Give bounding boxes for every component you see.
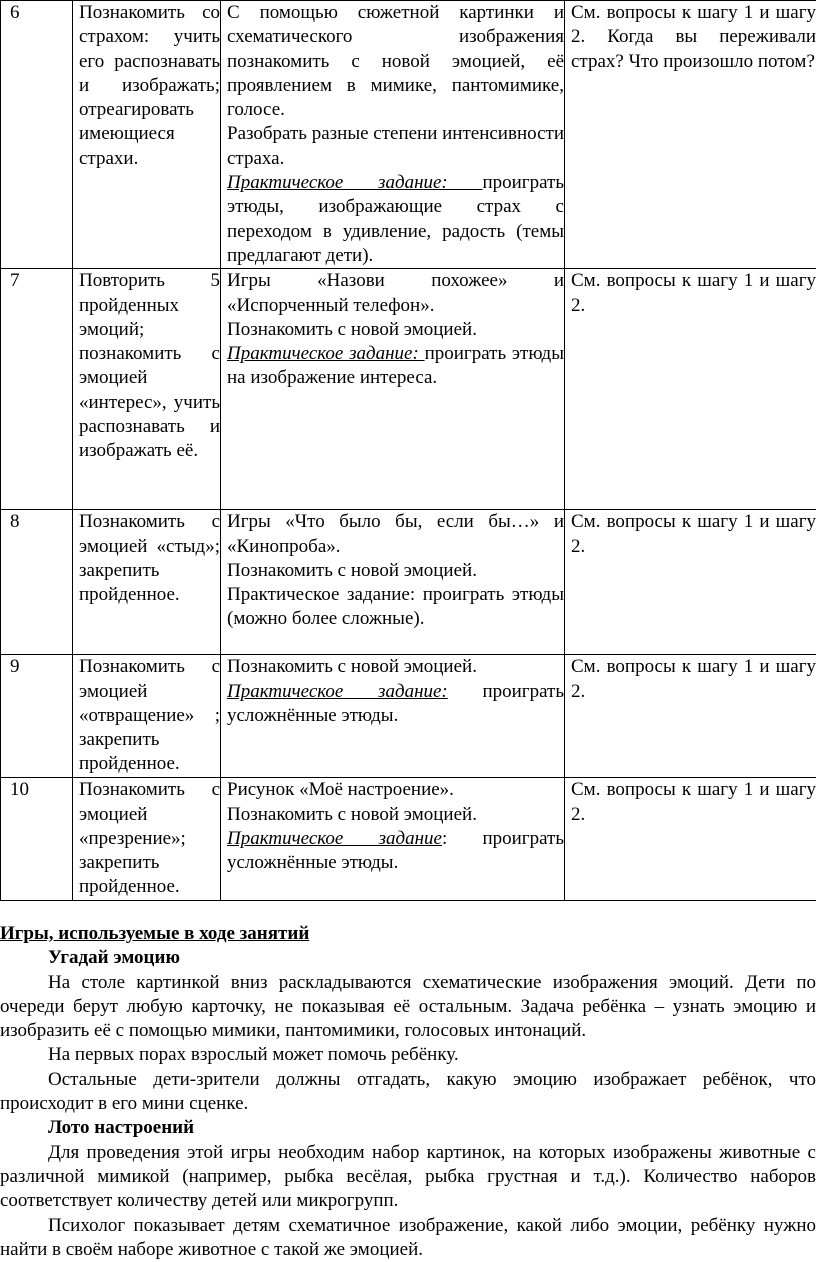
step-goal: Познакомить с эмоцией «отвращение» ; закрепить пройденное. [73,655,221,778]
step-questions: См. вопросы к шагу 1 и шагу 2. [565,269,816,510]
step-number: 9 [1,655,73,778]
content-line: Рисунок «Моё настроение». [227,778,564,802]
game-paragraph: Психолог показывает детям схематичное изображение, какой либо эмоции, ребёнку нужно найти в своём наборе животное с такой же эмоцией. [0,1214,816,1262]
table-row [1,269,816,510]
content-line: Познакомить с новой эмоцией. [227,318,564,342]
table-row [1,1,816,269]
step-questions: См. вопросы к шагу 1 и шагу 2. [565,655,816,778]
section-heading: Игры, используемые в ходе занятий [0,922,816,946]
step-content [221,778,565,900]
content-line [227,827,564,876]
step-questions: См. вопросы к шагу 1 и шагу 2. [565,510,816,655]
step-goal: Повторить 5 пройденных эмоций; познакомить с эмоцией «интерес», учить распознавать и изображать её. [73,269,221,510]
step-questions: См. вопросы к шагу 1 и шагу 2. [565,778,816,900]
step-number: 10 [1,778,73,900]
step-content [221,1,565,269]
game-title: Лото настроений [0,1116,816,1140]
step-goal: Познакомить с эмоцией «презрение»; закрепить пройденное. [73,778,221,900]
table-row [1,655,816,778]
content-line [227,680,564,729]
table-row [1,778,816,900]
task-text: проиграть усложнённые этюды. [227,681,564,726]
content-line: Познакомить с новой эмоцией. [227,803,564,827]
step-questions: См. вопросы к шагу 1 и шагу 2. Когда вы переживали страх? Что произошло потом? [565,1,816,269]
game-paragraph: На первых порах взрослый может помочь ребёнку. [0,1043,816,1067]
content-line: Игры «Назови похожее» и «Испорченный телефон». [227,269,564,318]
step-number: 7 [1,269,73,510]
content-line [227,342,564,391]
content-line: Познакомить с новой эмоцией. [227,655,564,679]
game-paragraph: На столе картинкой вниз раскладываются схематические изображения эмоций. Дети по очереди берут любую карточку, не показывая её остальным. Задача ребёнка – узнать эмоцию и изобразить её с помощью мимики, пантомимики, голосовых интонаций. [0,971,816,1044]
task-text: проиграть этюды на изображение интереса. [227,343,564,388]
step-number: 6 [1,1,73,269]
step-goal: Познакомить с эмоцией «стыд»; закрепить пройденное. [73,510,221,655]
content-line [227,171,564,268]
game-paragraph: Для проведения этой игры необходим набор картинок, на которых изображены животные с различной мимикой (например, рыбка весёлая, рыбка грустная и т.д.). Количество наборов соответствует количеству детей или микрогрупп. [0,1141,816,1214]
step-goal: Познакомить со страхом: учить его распознавать и изображать; отреагировать имеющиеся страхи. [73,1,221,269]
step-content [221,510,565,655]
task-label: Практическое задание: [227,681,448,702]
game-title: Угадай эмоцию [0,946,816,970]
step-number: 8 [1,510,73,655]
task-text: : проиграть усложнённые этюды. [227,828,564,873]
table-row [1,510,816,655]
content-line: Разобрать разные степени интенсивности страха. [227,122,564,171]
content-line: С помощью сюжетной картинки и схематического изображения познакомить с новой эмоцией, её проявлением в мимике, пантомимике, голосе. [227,1,564,122]
task-label: Практическое задание: [227,172,482,193]
content-line: Практическое задание: проиграть этюды (можно более сложные). [227,583,564,632]
task-text: проиграть этюды, изображающие страх с переходом в удивление, радость (темы предлагают дети). [227,172,564,266]
content-line: Познакомить с новой эмоцией. [227,559,564,583]
step-content [221,655,565,778]
content-line: Игры «Что было бы, если бы…» и «Кинопроба». [227,510,564,559]
step-content [221,269,565,510]
games-section [0,922,816,1262]
task-label: Практическое задание [227,828,442,849]
game-paragraph: Остальные дети-зрители должны отгадать, какую эмоцию изображает ребёнок, что происходит в его мини сценке. [0,1068,816,1117]
task-label: Практическое задание: [227,343,425,364]
